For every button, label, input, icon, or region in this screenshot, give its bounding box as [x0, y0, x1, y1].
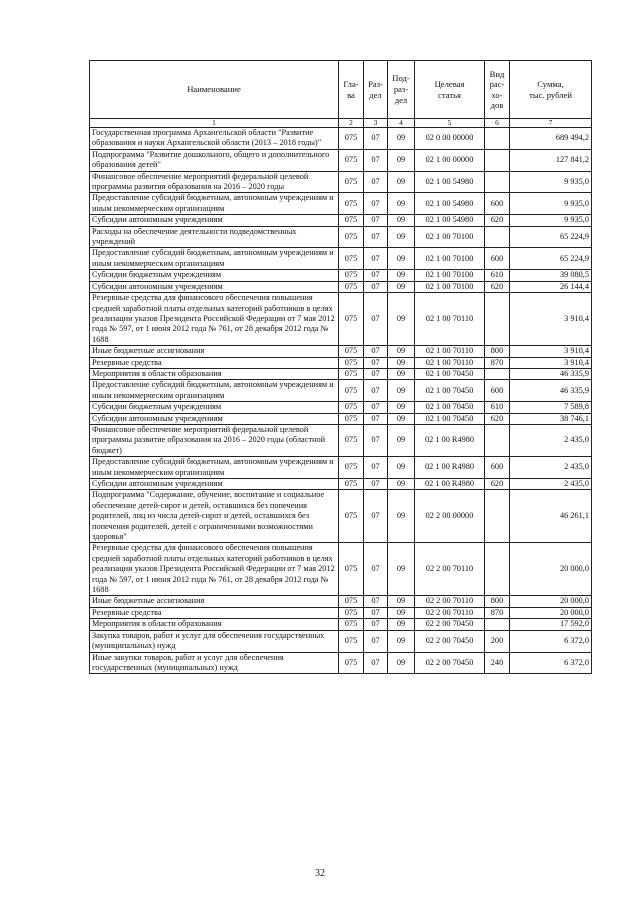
cell-name: Подпрограмма "Развитие дошкольного, общего и дополнительного образования детей" — [90, 149, 339, 171]
cell-vid — [485, 543, 510, 596]
cell-sum: 46 261,1 — [510, 490, 592, 543]
cell-vid — [485, 226, 510, 248]
cell-sum: 3 910,4 — [510, 357, 592, 368]
cell-podrazdel: 09 — [388, 619, 415, 630]
cell-target: 02 1 00 70110 — [415, 357, 485, 368]
cell-target: 02 1 00 70110 — [415, 293, 485, 346]
cell-podrazdel: 09 — [388, 248, 415, 270]
cell-vid — [485, 368, 510, 379]
cell-glava: 075 — [339, 490, 364, 543]
cell-vid — [485, 424, 510, 456]
cell-glava: 075 — [339, 630, 364, 652]
cell-podrazdel: 09 — [388, 128, 415, 150]
cell-name: Иные закупки товаров, работ и услуг для обеспечения государственных (муниципальных) нужд — [90, 652, 339, 674]
cell-vid: 600 — [485, 457, 510, 479]
cell-vid: 620 — [485, 479, 510, 490]
table-row — [90, 357, 592, 368]
cell-sum: 20 000,0 — [510, 607, 592, 618]
cell-name: Предоставление субсидий бюджетным, автономным учреждениям и иным некоммерческим организациям — [90, 457, 339, 479]
cell-glava: 075 — [339, 346, 364, 357]
cell-name: Субсидии бюджетным учреждениям — [90, 270, 339, 281]
cell-name: Субсидии автономным учреждениям — [90, 479, 339, 490]
cell-target: 02 1 00 70100 — [415, 281, 485, 292]
table-row — [90, 596, 592, 607]
table-row — [90, 293, 592, 346]
cell-name: Мероприятия в области образования — [90, 368, 339, 379]
cell-name: Предоставление субсидий бюджетным, автономным учреждениям и иным некоммерческим организациям — [90, 193, 339, 215]
cell-name: Субсидии автономным учреждениям — [90, 215, 339, 226]
cell-name: Закупка товаров, работ и услуг для обеспечения государственных (муниципальных) нужд — [90, 630, 339, 652]
cell-sum: 26 144,4 — [510, 281, 592, 292]
table-row — [90, 630, 592, 652]
table-row — [90, 270, 592, 281]
cell-sum: 65 224,9 — [510, 226, 592, 248]
cell-target: 02 1 00 70100 — [415, 270, 485, 281]
cell-target: 02 2 00 70450 — [415, 652, 485, 674]
cell-target: 02 2 00 70110 — [415, 543, 485, 596]
cell-sum: 9 935,0 — [510, 215, 592, 226]
cell-podrazdel: 09 — [388, 402, 415, 413]
cell-glava: 075 — [339, 226, 364, 248]
cell-sum: 46 335,9 — [510, 368, 592, 379]
cell-vid — [485, 490, 510, 543]
cell-name: Субсидии автономным учреждениям — [90, 281, 339, 292]
cell-podrazdel: 09 — [388, 293, 415, 346]
cell-glava: 075 — [339, 424, 364, 456]
cell-vid: 600 — [485, 193, 510, 215]
cell-razdel: 07 — [364, 424, 388, 456]
cell-target: 02 1 00 00000 — [415, 149, 485, 171]
cell-podrazdel: 09 — [388, 171, 415, 193]
cell-vid — [485, 149, 510, 171]
cell-target: 02 1 00 70450 — [415, 368, 485, 379]
cell-podrazdel: 09 — [388, 193, 415, 215]
table-row — [90, 226, 592, 248]
cell-glava: 075 — [339, 619, 364, 630]
cell-podrazdel: 09 — [388, 543, 415, 596]
cell-razdel: 07 — [364, 457, 388, 479]
cell-razdel: 07 — [364, 215, 388, 226]
cell-podrazdel: 09 — [388, 346, 415, 357]
cell-name: Иные бюджетные ассигнования — [90, 596, 339, 607]
header-target: Целевая статья — [415, 61, 485, 119]
cell-podrazdel: 09 — [388, 368, 415, 379]
budget-table — [89, 60, 592, 674]
table-row — [90, 149, 592, 171]
cell-sum: 38 746,1 — [510, 413, 592, 424]
table-row — [90, 543, 592, 596]
cell-sum: 2 435,0 — [510, 457, 592, 479]
cell-target: 02 2 00 70450 — [415, 630, 485, 652]
cell-sum: 46 335,9 — [510, 380, 592, 402]
cell-vid: 200 — [485, 630, 510, 652]
cell-target: 02 1 00 70100 — [415, 226, 485, 248]
cell-razdel: 07 — [364, 128, 388, 150]
cell-glava: 075 — [339, 543, 364, 596]
table-row — [90, 402, 592, 413]
header-sum: Сумма, тыс. рублей — [510, 61, 592, 119]
cell-name: Иные бюджетные ассигнования — [90, 346, 339, 357]
cell-podrazdel: 09 — [388, 380, 415, 402]
header-podrazdel: Под- раз- дел — [388, 61, 415, 119]
table-row — [90, 619, 592, 630]
cell-podrazdel: 09 — [388, 281, 415, 292]
cell-podrazdel: 09 — [388, 457, 415, 479]
cell-vid — [485, 293, 510, 346]
cell-razdel: 07 — [364, 357, 388, 368]
cell-target: 02 1 00 70100 — [415, 248, 485, 270]
header-vid: Вид рас- хо- дов — [485, 61, 510, 119]
cell-sum: 3 910,4 — [510, 293, 592, 346]
cell-target: 02 1 00 54980 — [415, 193, 485, 215]
cell-vid: 610 — [485, 402, 510, 413]
cell-razdel: 07 — [364, 596, 388, 607]
cell-target: 02 1 00 R4980 — [415, 479, 485, 490]
cell-sum: 6 372,0 — [510, 630, 592, 652]
column-number: 6 — [485, 119, 510, 128]
cell-glava: 075 — [339, 193, 364, 215]
cell-podrazdel: 09 — [388, 490, 415, 543]
cell-glava: 075 — [339, 402, 364, 413]
cell-name: Резервные средства для финансового обеспечения повышения средней заработной платы отдельных категорий работников в целях реализации указов Президента Российской Федерации от 7 мая 2012 года № 597, от 1 июня 2012 года № 761, от 28 декабря 2012 года № 1688 — [90, 543, 339, 596]
cell-target: 02 1 00 70450 — [415, 380, 485, 402]
cell-razdel: 07 — [364, 619, 388, 630]
cell-podrazdel: 09 — [388, 215, 415, 226]
cell-target: 02 1 00 70450 — [415, 402, 485, 413]
cell-glava: 075 — [339, 607, 364, 618]
cell-glava: 075 — [339, 128, 364, 150]
cell-glava: 075 — [339, 413, 364, 424]
cell-sum: 6 372,0 — [510, 652, 592, 674]
cell-vid: 240 — [485, 652, 510, 674]
cell-name: Предоставление субсидий бюджетным, автономным учреждениям и иным некоммерческим организациям — [90, 248, 339, 270]
column-number: 7 — [510, 119, 592, 128]
cell-glava: 075 — [339, 293, 364, 346]
cell-sum: 9 935,0 — [510, 193, 592, 215]
cell-name: Предоставление субсидий бюджетным, автономным учреждениям и иным некоммерческим организациям — [90, 380, 339, 402]
table-row — [90, 215, 592, 226]
cell-glava: 075 — [339, 248, 364, 270]
cell-name: Субсидии бюджетным учреждениям — [90, 402, 339, 413]
header-name: Наименование — [90, 61, 339, 119]
cell-vid: 600 — [485, 248, 510, 270]
cell-target: 02 1 00 70110 — [415, 346, 485, 357]
table-row — [90, 281, 592, 292]
cell-razdel: 07 — [364, 171, 388, 193]
column-number: 1 — [90, 119, 339, 128]
cell-razdel: 07 — [364, 630, 388, 652]
cell-razdel: 07 — [364, 149, 388, 171]
cell-sum: 17 592,0 — [510, 619, 592, 630]
cell-vid: 600 — [485, 380, 510, 402]
cell-razdel: 07 — [364, 543, 388, 596]
cell-target: 02 1 00 54980 — [415, 171, 485, 193]
header-row — [90, 61, 592, 119]
table-row — [90, 607, 592, 618]
cell-glava: 075 — [339, 215, 364, 226]
cell-name: Подпрограмма "Содержание, обучение, воспитание и социальное обеспечение детей-сирот и детей, оставшихся без попечения родителей, лиц из числа детей-сирот и детей, оставшихся без попечения родителей, детей с ограниченными возможностями здоровья" — [90, 490, 339, 543]
cell-podrazdel: 09 — [388, 424, 415, 456]
cell-name: Резервные средства — [90, 607, 339, 618]
column-number-row — [90, 119, 592, 128]
table-row — [90, 346, 592, 357]
cell-name: Мероприятия в области образования — [90, 619, 339, 630]
cell-vid — [485, 128, 510, 150]
cell-podrazdel: 09 — [388, 607, 415, 618]
table-row — [90, 424, 592, 456]
cell-name: Государственная программа Архангельской области "Развитие образования и науки Архангельской области (2013 – 2018 годы)" — [90, 128, 339, 150]
cell-sum: 2 435,0 — [510, 424, 592, 456]
cell-glava: 075 — [339, 457, 364, 479]
table-row — [90, 128, 592, 150]
cell-sum: 127 841,2 — [510, 149, 592, 171]
cell-sum: 7 589,8 — [510, 402, 592, 413]
cell-podrazdel: 09 — [388, 413, 415, 424]
cell-podrazdel: 09 — [388, 630, 415, 652]
cell-razdel: 07 — [364, 281, 388, 292]
cell-glava: 075 — [339, 270, 364, 281]
cell-podrazdel: 09 — [388, 149, 415, 171]
cell-vid — [485, 171, 510, 193]
cell-target: 02 1 00 R4980 — [415, 457, 485, 479]
table-body — [90, 128, 592, 674]
cell-vid: 800 — [485, 346, 510, 357]
header-razdel: Раз- дел — [364, 61, 388, 119]
cell-name: Финансовое обеспечение мероприятий федеральной целевой программы развития образования на 2016 – 2020 годы — [90, 171, 339, 193]
cell-sum: 39 080,5 — [510, 270, 592, 281]
cell-razdel: 07 — [364, 270, 388, 281]
cell-razdel: 07 — [364, 402, 388, 413]
table-row — [90, 413, 592, 424]
cell-vid: 610 — [485, 270, 510, 281]
cell-razdel: 07 — [364, 193, 388, 215]
cell-name: Резервные средства — [90, 357, 339, 368]
cell-podrazdel: 09 — [388, 479, 415, 490]
cell-glava: 075 — [339, 596, 364, 607]
cell-target: 02 1 00 70450 — [415, 413, 485, 424]
cell-vid — [485, 619, 510, 630]
column-number: 5 — [415, 119, 485, 128]
cell-target: 02 2 00 70110 — [415, 596, 485, 607]
cell-target: 02 0 00 00000 — [415, 128, 485, 150]
column-number: 2 — [339, 119, 364, 128]
header-glava: Гла- ва — [339, 61, 364, 119]
column-number: 4 — [388, 119, 415, 128]
table-row — [90, 479, 592, 490]
cell-vid: 870 — [485, 357, 510, 368]
cell-target: 02 1 00 54980 — [415, 215, 485, 226]
cell-target: 02 1 00 R4980 — [415, 424, 485, 456]
cell-vid: 800 — [485, 596, 510, 607]
cell-glava: 075 — [339, 479, 364, 490]
cell-razdel: 07 — [364, 380, 388, 402]
cell-sum: 20 000,0 — [510, 596, 592, 607]
cell-vid: 620 — [485, 215, 510, 226]
cell-name: Финансовое обеспечение мероприятий федеральной целевой программы развитие образования на 2016 – 2020 годы (областной бюджет) — [90, 424, 339, 456]
table-row — [90, 171, 592, 193]
table-row — [90, 193, 592, 215]
cell-podrazdel: 09 — [388, 596, 415, 607]
cell-razdel: 07 — [364, 293, 388, 346]
cell-podrazdel: 09 — [388, 226, 415, 248]
table-row — [90, 368, 592, 379]
cell-glava: 075 — [339, 357, 364, 368]
cell-vid: 620 — [485, 413, 510, 424]
cell-sum: 9 935,0 — [510, 171, 592, 193]
cell-name: Субсидии автономным учреждениям — [90, 413, 339, 424]
cell-glava: 075 — [339, 652, 364, 674]
table-row — [90, 248, 592, 270]
cell-razdel: 07 — [364, 652, 388, 674]
cell-target: 02 2 00 00000 — [415, 490, 485, 543]
page-number: 32 — [315, 868, 325, 879]
cell-podrazdel: 09 — [388, 270, 415, 281]
cell-sum: 20 000,0 — [510, 543, 592, 596]
cell-glava: 075 — [339, 149, 364, 171]
table-row — [90, 652, 592, 674]
cell-glava: 075 — [339, 380, 364, 402]
cell-podrazdel: 09 — [388, 652, 415, 674]
cell-target: 02 2 00 70450 — [415, 619, 485, 630]
cell-sum: 3 910,4 — [510, 346, 592, 357]
column-number: 3 — [364, 119, 388, 128]
table-row — [90, 490, 592, 543]
cell-vid: 620 — [485, 281, 510, 292]
cell-razdel: 07 — [364, 490, 388, 543]
cell-podrazdel: 09 — [388, 357, 415, 368]
cell-razdel: 07 — [364, 479, 388, 490]
cell-razdel: 07 — [364, 413, 388, 424]
cell-razdel: 07 — [364, 226, 388, 248]
cell-target: 02 2 00 70110 — [415, 607, 485, 618]
cell-name: Резервные средства для финансового обеспечения повышения средней заработной платы отдельных категорий работников в целях реализации указов Президента Российской Федерации от 7 мая 2012 года № 597, от 1 июня 2012 года № 761, от 28 декабря 2012 года № 1688 — [90, 293, 339, 346]
cell-razdel: 07 — [364, 248, 388, 270]
cell-razdel: 07 — [364, 346, 388, 357]
cell-sum: 689 494,2 — [510, 128, 592, 150]
table-row — [90, 380, 592, 402]
cell-razdel: 07 — [364, 368, 388, 379]
cell-sum: 65 224,9 — [510, 248, 592, 270]
cell-glava: 075 — [339, 171, 364, 193]
cell-vid: 870 — [485, 607, 510, 618]
cell-name: Расходы на обеспечение деятельности подведомственных учреждений — [90, 226, 339, 248]
cell-glava: 075 — [339, 281, 364, 292]
table-row — [90, 457, 592, 479]
cell-glava: 075 — [339, 368, 364, 379]
cell-sum: 2 435,0 — [510, 479, 592, 490]
cell-razdel: 07 — [364, 607, 388, 618]
